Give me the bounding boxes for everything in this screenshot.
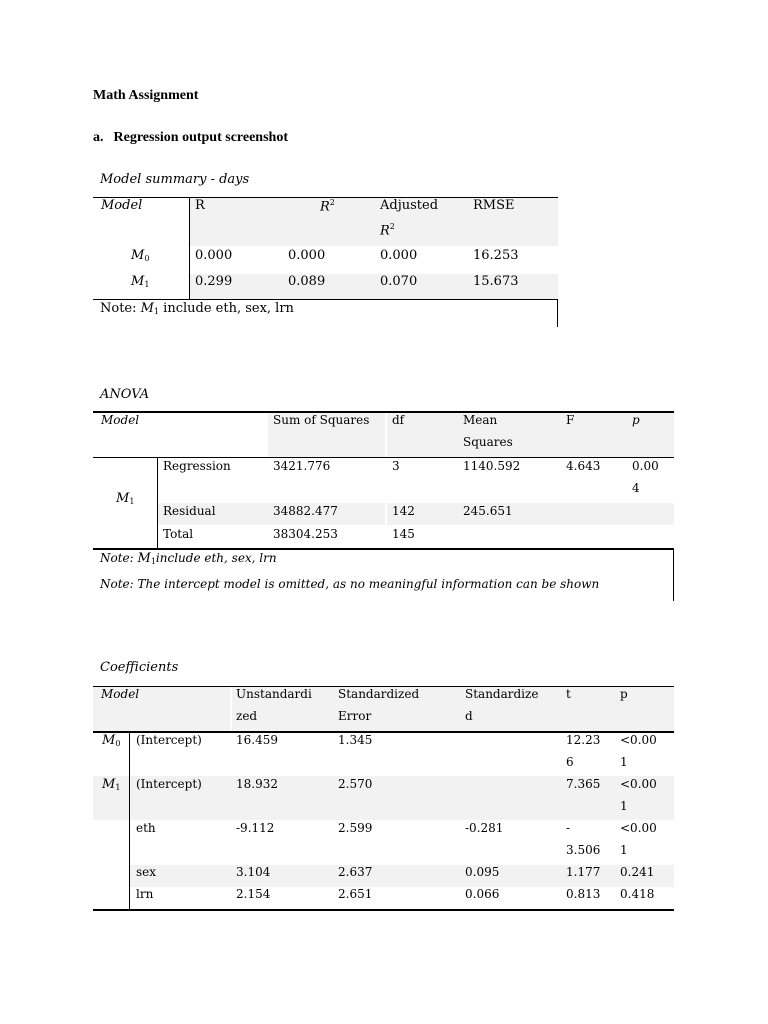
section-title: Regression output screenshot: [113, 130, 288, 145]
cell-standardized: 0.095: [465, 865, 500, 879]
header-df: df: [392, 413, 405, 427]
top-rule: [93, 411, 674, 413]
note-right-rule: [557, 299, 558, 327]
group-model-m0: $M_0$: [102, 733, 121, 748]
coefficients-caption: Coefficients: [100, 660, 179, 675]
header-mean-squares-line2: Squares: [463, 435, 513, 449]
row-label-residual: Residual: [163, 504, 216, 518]
row-model-m0: $M_0$: [131, 248, 150, 263]
anova-caption: ANOVA: [100, 387, 150, 402]
cell-p: 0.00: [632, 459, 659, 473]
bottom-rule: [93, 548, 674, 550]
header-model: Model: [101, 687, 140, 701]
cell-t: 12.23: [566, 733, 601, 747]
cell-standard-error: 2.637: [338, 865, 373, 879]
header-rmse: RMSE: [473, 198, 515, 213]
header-unstandardized-line2: zed: [236, 709, 258, 723]
cell-p-line2: 1: [620, 799, 628, 813]
cell-p-line2: 1: [620, 755, 628, 769]
header-model: Model: [101, 198, 143, 213]
cell-p-line2: 1: [620, 843, 628, 857]
row-shade: [158, 503, 674, 525]
row-term: sex: [136, 865, 157, 879]
anova-note-intercept: Note: The intercept model is omitted, as no meaningful information can be shown: [100, 577, 600, 591]
cell-sum-of-squares: 38304.253: [273, 527, 338, 541]
header-mean-squares: Mean: [463, 413, 498, 427]
cell-unstandardized: 18.932: [236, 777, 278, 791]
model-column-rule: [129, 732, 130, 909]
cell-rmse: 16.253: [473, 248, 519, 263]
cell-unstandardized: 16.459: [236, 733, 278, 747]
cell-df: 145: [392, 527, 415, 541]
cell-r: 0.299: [195, 274, 233, 289]
row-term: (Intercept): [136, 777, 202, 791]
cell-p-line2: 4: [632, 481, 640, 495]
header-standardized-line2: d: [465, 709, 473, 723]
cell-r2: 0.000: [288, 248, 326, 263]
model-column-rule: [189, 197, 190, 299]
cell-standard-error: 2.651: [338, 887, 373, 901]
cell-f: 4.643: [566, 459, 601, 473]
cell-rmse: 15.673: [473, 274, 519, 289]
cell-mean-squares: 1140.592: [463, 459, 521, 473]
row-label-total: Total: [163, 527, 194, 541]
header-t: t: [566, 687, 571, 701]
cell-unstandardized: -9.112: [236, 821, 275, 835]
cell-standardized: -0.281: [465, 821, 504, 835]
row-term: lrn: [136, 887, 154, 901]
cell-t: 0.813: [566, 887, 601, 901]
cell-df: 142: [392, 504, 415, 518]
cell-unstandardized: 2.154: [236, 887, 271, 901]
row-model-m1: $M_1$: [131, 274, 150, 289]
model-summary-caption: Model summary - days: [100, 172, 250, 187]
model-summary-note: Note: $M_1$ include eth, sex, lrn: [100, 301, 294, 316]
header-model: Model: [101, 413, 140, 427]
header-p: p: [620, 687, 628, 701]
header-standardized: Standardize: [465, 687, 539, 701]
cell-p: <0.00: [620, 733, 657, 747]
header-gap: [385, 413, 387, 457]
section-marker: a.: [93, 130, 104, 145]
bottom-rule: [93, 909, 674, 911]
header-adjusted: Adjusted: [380, 198, 439, 213]
header-sum-of-squares: Sum of Squares: [273, 413, 370, 427]
header-gap: [230, 687, 232, 731]
note-right-rule: [673, 549, 674, 601]
cell-standard-error: 2.570: [338, 777, 373, 791]
cell-p: 0.241: [620, 865, 655, 879]
row-model-m1: $M_1$: [116, 491, 135, 506]
header-standard-error-line2: Error: [338, 709, 372, 723]
cell-t: 7.365: [566, 777, 601, 791]
cell-r: 0.000: [195, 248, 233, 263]
row-label-regression: Regression: [163, 459, 231, 473]
cell-p: <0.00: [620, 821, 657, 835]
row-gap: [385, 503, 387, 525]
cell-df: 3: [392, 459, 400, 473]
cell-standard-error: 2.599: [338, 821, 373, 835]
cell-p: 0.418: [620, 887, 655, 901]
header-standard-error: Standardized: [338, 687, 420, 701]
cell-t: 1.177: [566, 865, 601, 879]
header-adjusted-r2: $R^2$: [380, 222, 395, 239]
cell-adjusted-r2: 0.000: [380, 248, 418, 263]
cell-standard-error: 1.345: [338, 733, 373, 747]
section-heading: [93, 130, 288, 146]
cell-t: -: [566, 821, 571, 835]
header-p: p: [632, 413, 640, 427]
header-r2: $R^2$: [320, 198, 335, 215]
cell-adjusted-r2: 0.070: [380, 274, 418, 289]
row-term: (Intercept): [136, 733, 202, 747]
model-column-rule: [157, 457, 158, 548]
header-r: R: [195, 198, 205, 213]
cell-sum-of-squares: 3421.776: [273, 459, 331, 473]
header-f: F: [566, 413, 575, 427]
row-term: eth: [136, 821, 156, 835]
bottom-rule: [93, 299, 558, 300]
cell-standardized: 0.066: [465, 887, 500, 901]
header-rule: [93, 457, 674, 458]
anova-note-models: Note: $M_1include$ eth, sex, lrn: [100, 551, 277, 566]
document-title: Math Assignment: [93, 88, 199, 103]
group-model-m1: $M_1$: [102, 777, 121, 792]
header-unstandardized: Unstandardi: [236, 687, 312, 701]
cell-t-line2: 3.506: [566, 843, 601, 857]
cell-r2: 0.089: [288, 274, 326, 289]
cell-p: <0.00: [620, 777, 657, 791]
cell-t-line2: 6: [566, 755, 574, 769]
cell-sum-of-squares: 34882.477: [273, 504, 338, 518]
cell-mean-squares: 245.651: [463, 504, 513, 518]
cell-unstandardized: 3.104: [236, 865, 271, 879]
